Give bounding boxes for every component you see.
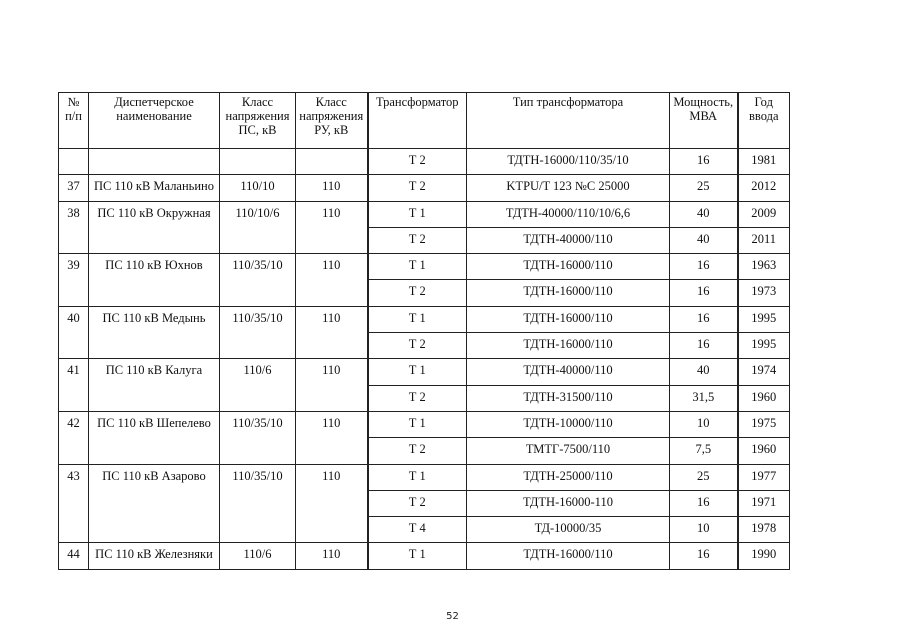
cell-power: 40 (670, 227, 738, 253)
cell-power: 7,5 (670, 438, 738, 464)
cell-name: ПС 110 кВ Азарово (89, 464, 220, 543)
cell-voltage-ru (296, 149, 368, 175)
cell-power: 16 (670, 254, 738, 280)
cell-power: 16 (670, 306, 738, 332)
cell-num: 37 (59, 175, 89, 201)
cell-voltage-ps: 110/6 (220, 359, 296, 412)
header-transformer: Трансформатор (368, 93, 467, 149)
cell-name (89, 149, 220, 175)
header-name: Диспетчерское наименование (89, 93, 220, 149)
cell-voltage-ru: 110 (296, 543, 368, 569)
cell-voltage-ps: 110/10/6 (220, 201, 296, 254)
cell-transformer: Т 2 (368, 385, 467, 411)
cell-type: ТДТН-16000/110 (467, 254, 670, 280)
cell-voltage-ps: 110/35/10 (220, 306, 296, 359)
cell-voltage-ps: 110/35/10 (220, 464, 296, 543)
cell-type: ТД-10000/35 (467, 517, 670, 543)
cell-name: ПС 110 кВ Железняки (89, 543, 220, 569)
cell-type: ТДТН-40000/110 (467, 227, 670, 253)
cell-power: 16 (670, 490, 738, 516)
cell-transformer: Т 1 (368, 464, 467, 490)
table-row (59, 411, 790, 437)
cell-name: ПС 110 кВ Маланьино (89, 175, 220, 201)
cell-year: 1978 (738, 517, 790, 543)
cell-type: ТДТН-16000/110 (467, 280, 670, 306)
cell-num: 42 (59, 411, 89, 464)
table-row (59, 359, 790, 385)
transformer-table (58, 92, 790, 570)
cell-transformer: Т 2 (368, 149, 467, 175)
cell-type: ТДТН-40000/110/10/6,6 (467, 201, 670, 227)
cell-year: 1995 (738, 333, 790, 359)
cell-type: ТДТН-16000/110 (467, 333, 670, 359)
cell-voltage-ru: 110 (296, 359, 368, 412)
cell-voltage-ps: 110/35/10 (220, 254, 296, 307)
cell-type: ТДТН-16000/110 (467, 543, 670, 569)
page-number: 52 (446, 611, 459, 622)
cell-transformer: Т 1 (368, 254, 467, 280)
header-power: Мощность, МВА (670, 93, 738, 149)
table-row (59, 201, 790, 227)
cell-transformer: Т 1 (368, 411, 467, 437)
cell-type: ТДТН-16000/110 (467, 306, 670, 332)
cell-power: 31,5 (670, 385, 738, 411)
cell-voltage-ps: 110/6 (220, 543, 296, 569)
cell-year: 1977 (738, 464, 790, 490)
cell-year: 2011 (738, 227, 790, 253)
table-row (59, 175, 790, 201)
header-voltage-ps: Класс напряжения ПС, кВ (220, 93, 296, 149)
cell-voltage-ru: 110 (296, 254, 368, 307)
cell-type: ТДТН-25000/110 (467, 464, 670, 490)
cell-type: ТДТН-16000/110/35/10 (467, 149, 670, 175)
cell-year: 2012 (738, 175, 790, 201)
cell-power: 16 (670, 149, 738, 175)
header-voltage-ru: Класс напряжения РУ, кВ (296, 93, 368, 149)
cell-transformer: Т 1 (368, 201, 467, 227)
cell-power: 10 (670, 411, 738, 437)
cell-name: ПС 110 кВ Окружная (89, 201, 220, 254)
cell-power: 25 (670, 464, 738, 490)
cell-power: 16 (670, 543, 738, 569)
cell-power: 40 (670, 201, 738, 227)
cell-transformer: Т 1 (368, 306, 467, 332)
cell-power: 16 (670, 280, 738, 306)
cell-year: 1960 (738, 385, 790, 411)
cell-year: 1975 (738, 411, 790, 437)
cell-transformer: Т 1 (368, 543, 467, 569)
cell-power: 10 (670, 517, 738, 543)
cell-voltage-ru: 110 (296, 306, 368, 359)
cell-transformer: Т 2 (368, 227, 467, 253)
cell-year: 1973 (738, 280, 790, 306)
cell-voltage-ru: 110 (296, 464, 368, 543)
cell-transformer: Т 2 (368, 333, 467, 359)
cell-num: 39 (59, 254, 89, 307)
cell-voltage-ps: 110/35/10 (220, 411, 296, 464)
cell-name: ПС 110 кВ Юхнов (89, 254, 220, 307)
cell-transformer: Т 4 (368, 517, 467, 543)
cell-year: 1990 (738, 543, 790, 569)
cell-voltage-ru: 110 (296, 411, 368, 464)
cell-voltage-ru: 110 (296, 175, 368, 201)
cell-type: ТДТН-16000-110 (467, 490, 670, 516)
cell-num: 41 (59, 359, 89, 412)
cell-year: 1974 (738, 359, 790, 385)
cell-year: 1981 (738, 149, 790, 175)
cell-transformer: Т 2 (368, 490, 467, 516)
table-row (59, 543, 790, 569)
cell-year: 1960 (738, 438, 790, 464)
header-type: Тип трансформатора (467, 93, 670, 149)
cell-type: ТДТН-31500/110 (467, 385, 670, 411)
header-year: Год ввода (738, 93, 790, 149)
cell-transformer: Т 2 (368, 175, 467, 201)
cell-year: 2009 (738, 201, 790, 227)
table-body (59, 149, 790, 570)
cell-num (59, 149, 89, 175)
header-num: № п/п (59, 93, 89, 149)
table-header-row (59, 93, 790, 149)
cell-transformer: Т 1 (368, 359, 467, 385)
table-row (59, 464, 790, 490)
cell-type: ТМТГ-7500/110 (467, 438, 670, 464)
cell-voltage-ru: 110 (296, 201, 368, 254)
cell-power: 16 (670, 333, 738, 359)
cell-transformer: Т 2 (368, 280, 467, 306)
cell-transformer: Т 2 (368, 438, 467, 464)
cell-voltage-ps: 110/10 (220, 175, 296, 201)
cell-num: 38 (59, 201, 89, 254)
cell-year: 1971 (738, 490, 790, 516)
cell-voltage-ps (220, 149, 296, 175)
table-row (59, 149, 790, 175)
cell-type: ТДТН-10000/110 (467, 411, 670, 437)
cell-num: 43 (59, 464, 89, 543)
cell-name: ПС 110 кВ Шепелево (89, 411, 220, 464)
cell-num: 40 (59, 306, 89, 359)
cell-type: ТДТН-40000/110 (467, 359, 670, 385)
table-row (59, 254, 790, 280)
cell-type: KTPU/T 123 №C 25000 (467, 175, 670, 201)
cell-power: 25 (670, 175, 738, 201)
cell-power: 40 (670, 359, 738, 385)
cell-name: ПС 110 кВ Калуга (89, 359, 220, 412)
cell-year: 1963 (738, 254, 790, 280)
table-row (59, 306, 790, 332)
cell-name: ПС 110 кВ Медынь (89, 306, 220, 359)
cell-year: 1995 (738, 306, 790, 332)
cell-num: 44 (59, 543, 89, 569)
